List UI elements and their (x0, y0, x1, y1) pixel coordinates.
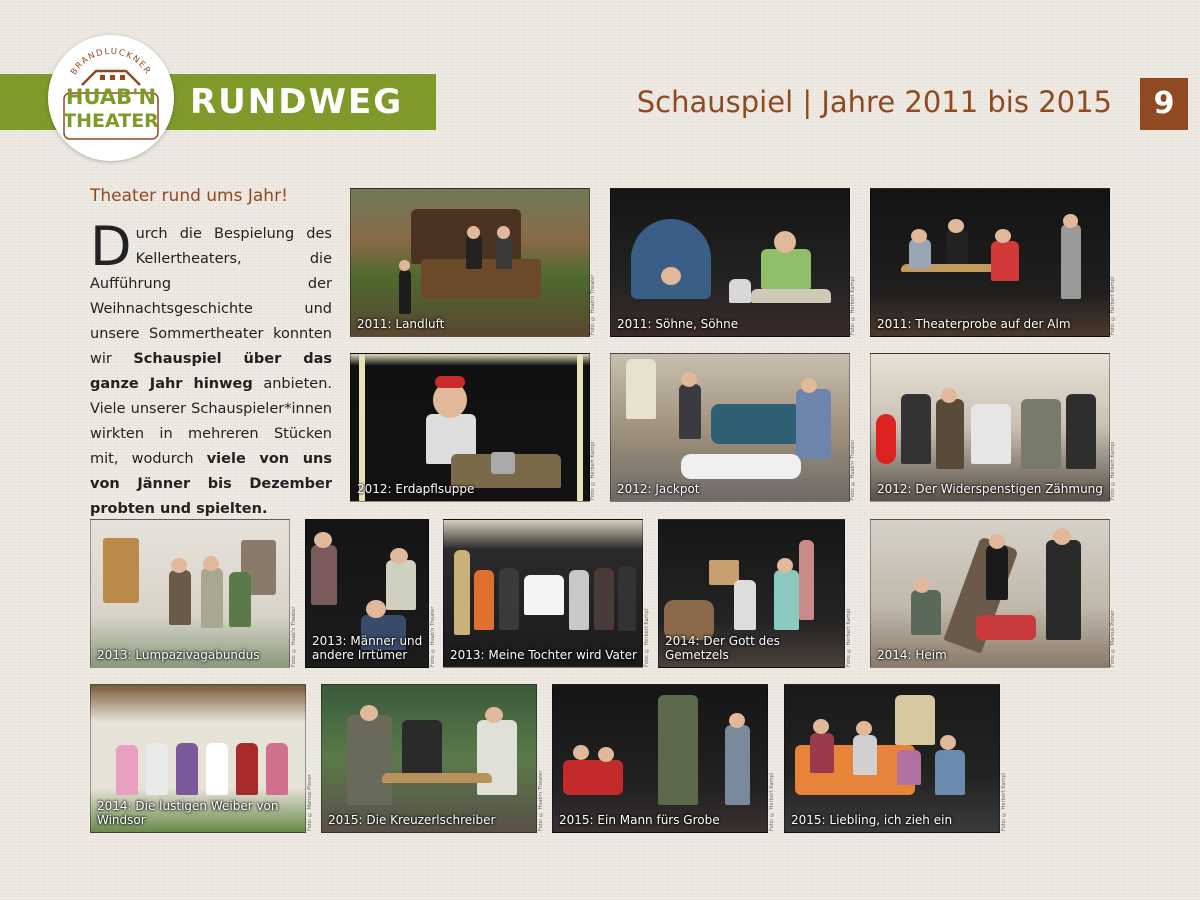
photo-credit: Foto: © Huab'n Theater (850, 439, 856, 500)
photo-credit: Foto: © Herbert Kampl (644, 608, 650, 667)
photo-credit: Foto: © Herbert Kampl (769, 772, 775, 831)
svg-text:BRANDLUCKNER (69, 47, 153, 77)
photo-heim (870, 519, 1110, 668)
photo-liebling (784, 684, 1000, 833)
intro-text-1: urch die Bespielung des Kellertheaters, die Aufführung der Weihnachtsgeschichte und unsere Sommertheater konnten wir (90, 226, 332, 367)
photo-caption: 2015: Liebling, ich zieh ein (791, 813, 953, 827)
photo-caption: 2015: Ein Mann fürs Grobe (559, 813, 720, 827)
photo-caption: 2014: Die lustigen Weiber von Windsor (97, 799, 279, 827)
photo-lumpazivagabundus (90, 519, 290, 668)
intro-body (90, 215, 332, 522)
photo-caption: 2013: Männer und andere Irrtümer (312, 634, 423, 662)
photo-gott-des-gemetzels (658, 519, 845, 668)
photo-caption: 2013: Lumpazivagabundus (97, 648, 260, 662)
photo-meine-tochter (443, 519, 643, 668)
photo-theaterprobe (870, 188, 1110, 337)
photo-caption: 2012: Der Widerspenstigen Zähmung (877, 482, 1103, 496)
photo-caption: 2012: Erdapflsuppe (357, 482, 475, 496)
logo-text (63, 85, 159, 143)
page-number: 9 (1140, 78, 1188, 130)
photo-credit: Foto: © Huab'n Theater (590, 274, 596, 335)
photo-caption: 2012: Jackpot (617, 482, 700, 496)
photo-credit: Foto: © Herbert Kampl (846, 608, 852, 667)
photo-caption: 2011: Söhne, Söhne (617, 317, 739, 331)
photo-soehne (610, 188, 850, 337)
logo-line-2: THEATER (63, 110, 159, 132)
photo-caption: 2011: Landluft (357, 317, 445, 331)
photo-lustigen-weiber (90, 684, 306, 833)
photo-landluft (350, 188, 590, 337)
photo-caption: 2015: Die Kreuzerlschreiber (328, 813, 496, 827)
photo-credit: Foto: © Herbert Kampl (1110, 276, 1116, 335)
photo-credit: Foto: © Herbert Kampl (1001, 772, 1007, 831)
logo-line-1: HUAB'N (65, 85, 157, 109)
photo-caption: 2011: Theaterprobe auf der Alm (877, 317, 1071, 331)
photo-jackpot (610, 353, 850, 502)
photo-kreuzerlschreiber (321, 684, 537, 833)
photo-credit: Foto: © Huab'n Theater (291, 606, 297, 667)
photo-maenner (305, 519, 429, 668)
photo-credit: Foto: © Herbert Kampl (1110, 441, 1116, 500)
banner-title: RUNDWEG (190, 82, 404, 122)
photo-mann-fuers-grobe (552, 684, 768, 833)
photo-credit: Foto: © Herbert Kampl (850, 276, 856, 335)
photo-credit: Foto: © Huab'n Theater (430, 606, 436, 667)
photo-caption: 2014: Der Gott des Gemetzels (665, 634, 780, 662)
photo-credit: Foto: © Huab'n Theater (538, 770, 544, 831)
intro-title: Theater rund ums Jahr! (90, 186, 288, 206)
photo-credit: Foto: © Herbert Kampl (590, 441, 596, 500)
drop-cap: D (90, 215, 132, 278)
photo-caption: 2013: Meine Tochter wird Vater (450, 648, 637, 662)
theater-logo (48, 35, 174, 161)
photo-caption: 2014: Heim (877, 648, 947, 662)
photo-credit: Foto: © Markus Ploner (307, 774, 313, 831)
intro-bold-2: viele von uns von Jänner bis Dezember probten und spielten. (90, 451, 332, 517)
intro-text-2: anbieten. Viele unserer Schauspieler*innen wirkten in mehreren Stücken mit, wodurch (90, 376, 332, 467)
page-heading: Schauspiel | Jahre 2011 bis 2015 (636, 85, 1112, 119)
logo-arc-text: BRANDLUCKNER (69, 46, 153, 77)
photo-credit: Foto: © Markus Ploner (1110, 610, 1116, 667)
photo-widerspenstigen (870, 353, 1110, 502)
intro-bold-1: Schauspiel über das ganze Jahr hinweg (90, 351, 332, 392)
photo-erdapflsuppe (350, 353, 590, 502)
